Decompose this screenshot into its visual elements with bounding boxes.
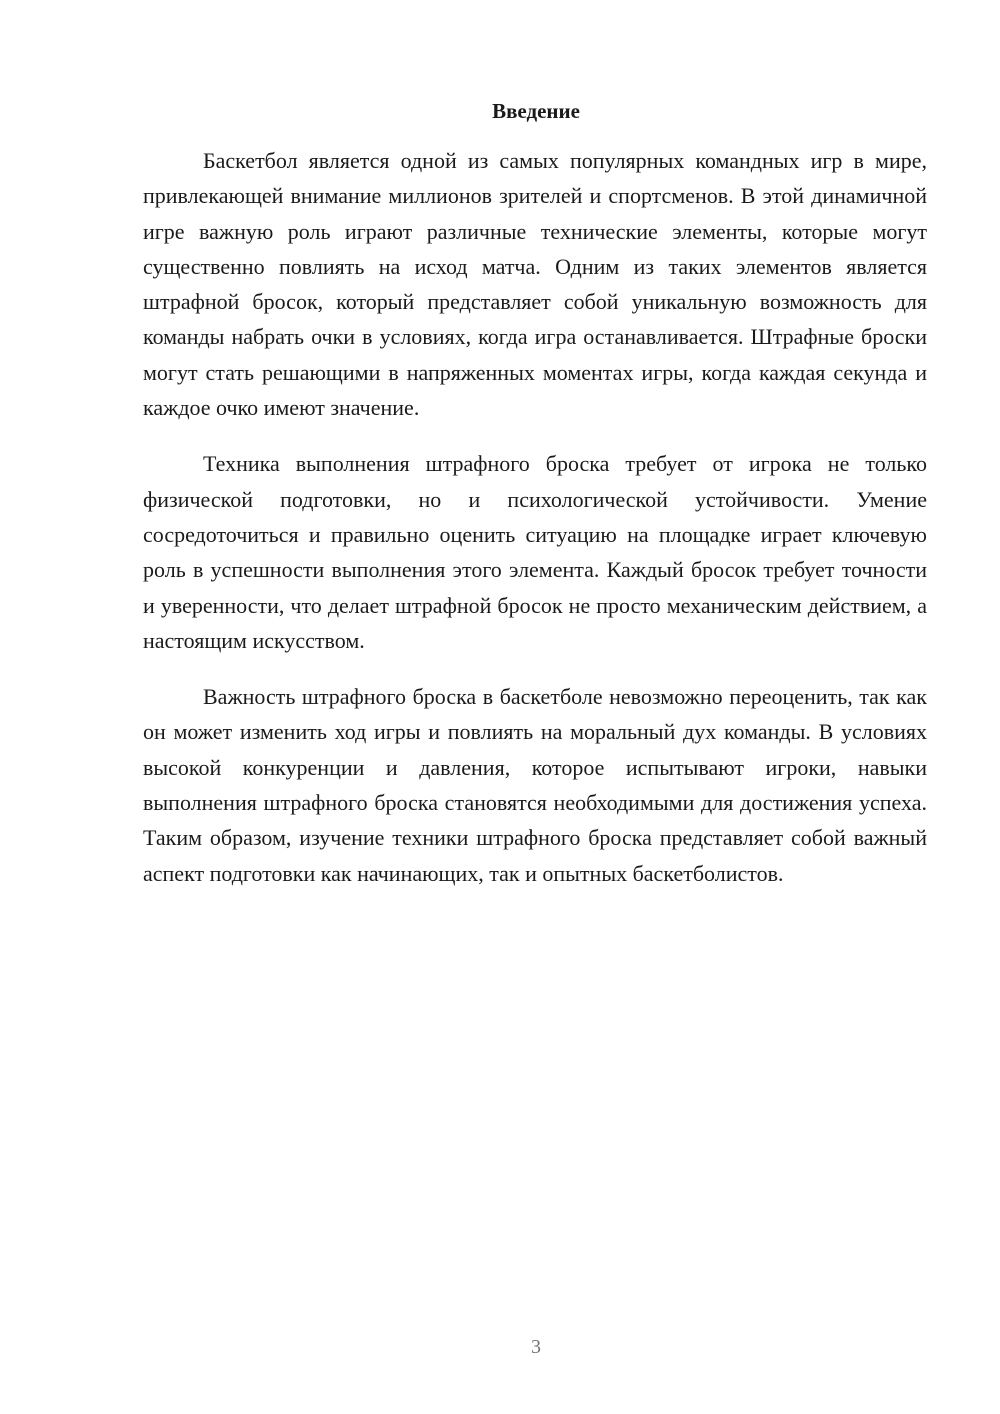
paragraph-2: Техника выполнения штрафного броска требует от игрока не только физической подготовки, но и психологической устойчивости. Умение сосредоточиться и правильно оценить ситуацию на площадке играет ключевую роль в успешности выполнения этого элемента. Каждый бросок требует точности и уверенности, что делает штрафной бросок не просто механическим действием, а настоящим искусством. [143, 451, 927, 653]
paragraph-3: Важность штрафного броска в баскетболе невозможно переоценить, так как он может изменить ход игры и повлиять на моральный дух команды. В условиях высокой конкуренции и давления, которое испытывают игроки, навыки выполнения штрафного броска становятся необходимыми для достижения успеха. Таким образом, изучение техники штрафного броска представляет собой важный аспект подготовки как начинающих, так и опытных баскетболистов. [143, 684, 927, 886]
section-heading: Введение [492, 99, 580, 123]
body-text [143, 143, 927, 891]
paragraph-1: Баскетбол является одной из самых популярных командных игр в мире, привлекающей внимание миллионов зрителей и спортсменов. В этой динамичной игре важную роль играют различные технические элементы, которые могут существенно повлиять на исход матча. Одним из таких элементов является штрафной бросок, который представляет собой уникальную возможность для команды набрать очки в условиях, когда игра останавливается. Штрафные броски могут стать решающими в напряженных моментах игры, когда каждая секунда и каждое очко имеют значение. [143, 148, 927, 421]
page-number: 3 [531, 1336, 541, 1358]
